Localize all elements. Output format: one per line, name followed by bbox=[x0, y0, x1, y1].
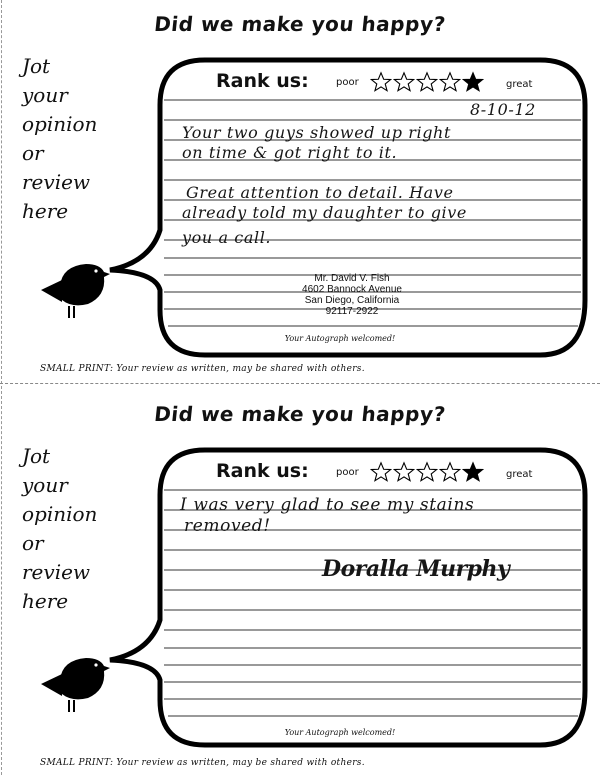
star-icon[interactable] bbox=[370, 71, 392, 93]
rank-label: Rank us: bbox=[216, 70, 309, 92]
scale-low-label: poor bbox=[336, 77, 359, 88]
star-icon[interactable] bbox=[393, 71, 415, 93]
side-prompt-line: review bbox=[22, 170, 91, 194]
review-line: removed! bbox=[184, 516, 271, 536]
review-line: already told my daughter to give bbox=[182, 203, 467, 222]
star-filled-icon[interactable] bbox=[462, 461, 484, 483]
star-icon[interactable] bbox=[416, 71, 438, 93]
star-icon[interactable] bbox=[416, 461, 438, 483]
card-title: Did we make you happy? bbox=[153, 402, 447, 426]
side-prompt-line: or bbox=[22, 141, 44, 165]
side-prompt-line: your bbox=[22, 473, 68, 497]
autograph-note: Your Autograph welcomed! bbox=[284, 728, 396, 737]
review-date: 8-10-12 bbox=[470, 100, 536, 119]
review-card-2 bbox=[0, 390, 600, 770]
review-line: Your two guys showed up right bbox=[182, 123, 451, 142]
review-line: you a call. bbox=[182, 228, 272, 247]
side-prompt-line: opinion bbox=[22, 112, 98, 136]
scale-high-label: great bbox=[506, 469, 533, 480]
address-line: Mr. David V. Fish bbox=[314, 273, 390, 284]
star-icon[interactable] bbox=[370, 461, 392, 483]
review-line: on time & got right to it. bbox=[182, 143, 398, 162]
star-icon[interactable] bbox=[439, 71, 461, 93]
address-line: 4602 Bannock Avenue bbox=[302, 284, 402, 295]
star-icon[interactable] bbox=[393, 461, 415, 483]
address-line: 92117-2922 bbox=[325, 306, 379, 317]
review-line: Great attention to detail. Have bbox=[186, 183, 454, 202]
scale-high-label: great bbox=[506, 79, 533, 90]
star-filled-icon[interactable] bbox=[462, 71, 484, 93]
small-print: SMALL PRINT: Your review as written, may be shared with others. bbox=[40, 758, 365, 768]
side-prompt-line: Jot bbox=[22, 54, 51, 78]
small-print: SMALL PRINT: Your review as written, may be shared with others. bbox=[40, 364, 365, 374]
bird-icon bbox=[38, 652, 113, 722]
side-prompt-line: here bbox=[22, 589, 69, 613]
side-prompt-line: here bbox=[22, 199, 69, 223]
side-prompt-line: or bbox=[22, 531, 44, 555]
card-title: Did we make you happy? bbox=[153, 12, 447, 36]
review-card-1 bbox=[0, 0, 600, 380]
address-stamp bbox=[282, 273, 422, 317]
scale-low-label: poor bbox=[336, 467, 359, 478]
address-line: San Diego, California bbox=[304, 295, 400, 306]
review-line: I was very glad to see my stains bbox=[180, 495, 475, 515]
side-prompt-line: review bbox=[22, 560, 91, 584]
star-rating[interactable] bbox=[370, 461, 484, 483]
star-rating[interactable] bbox=[370, 71, 484, 93]
handwritten-signature: Doralla Murphy bbox=[322, 556, 510, 582]
side-prompt-line: your bbox=[22, 83, 68, 107]
autograph-note: Your Autograph welcomed! bbox=[284, 334, 396, 343]
star-icon[interactable] bbox=[439, 461, 461, 483]
rank-label: Rank us: bbox=[216, 460, 309, 482]
side-prompt-line: opinion bbox=[22, 502, 98, 526]
side-prompt-line: Jot bbox=[22, 444, 51, 468]
cut-line bbox=[0, 383, 600, 384]
bird-icon bbox=[38, 258, 113, 328]
